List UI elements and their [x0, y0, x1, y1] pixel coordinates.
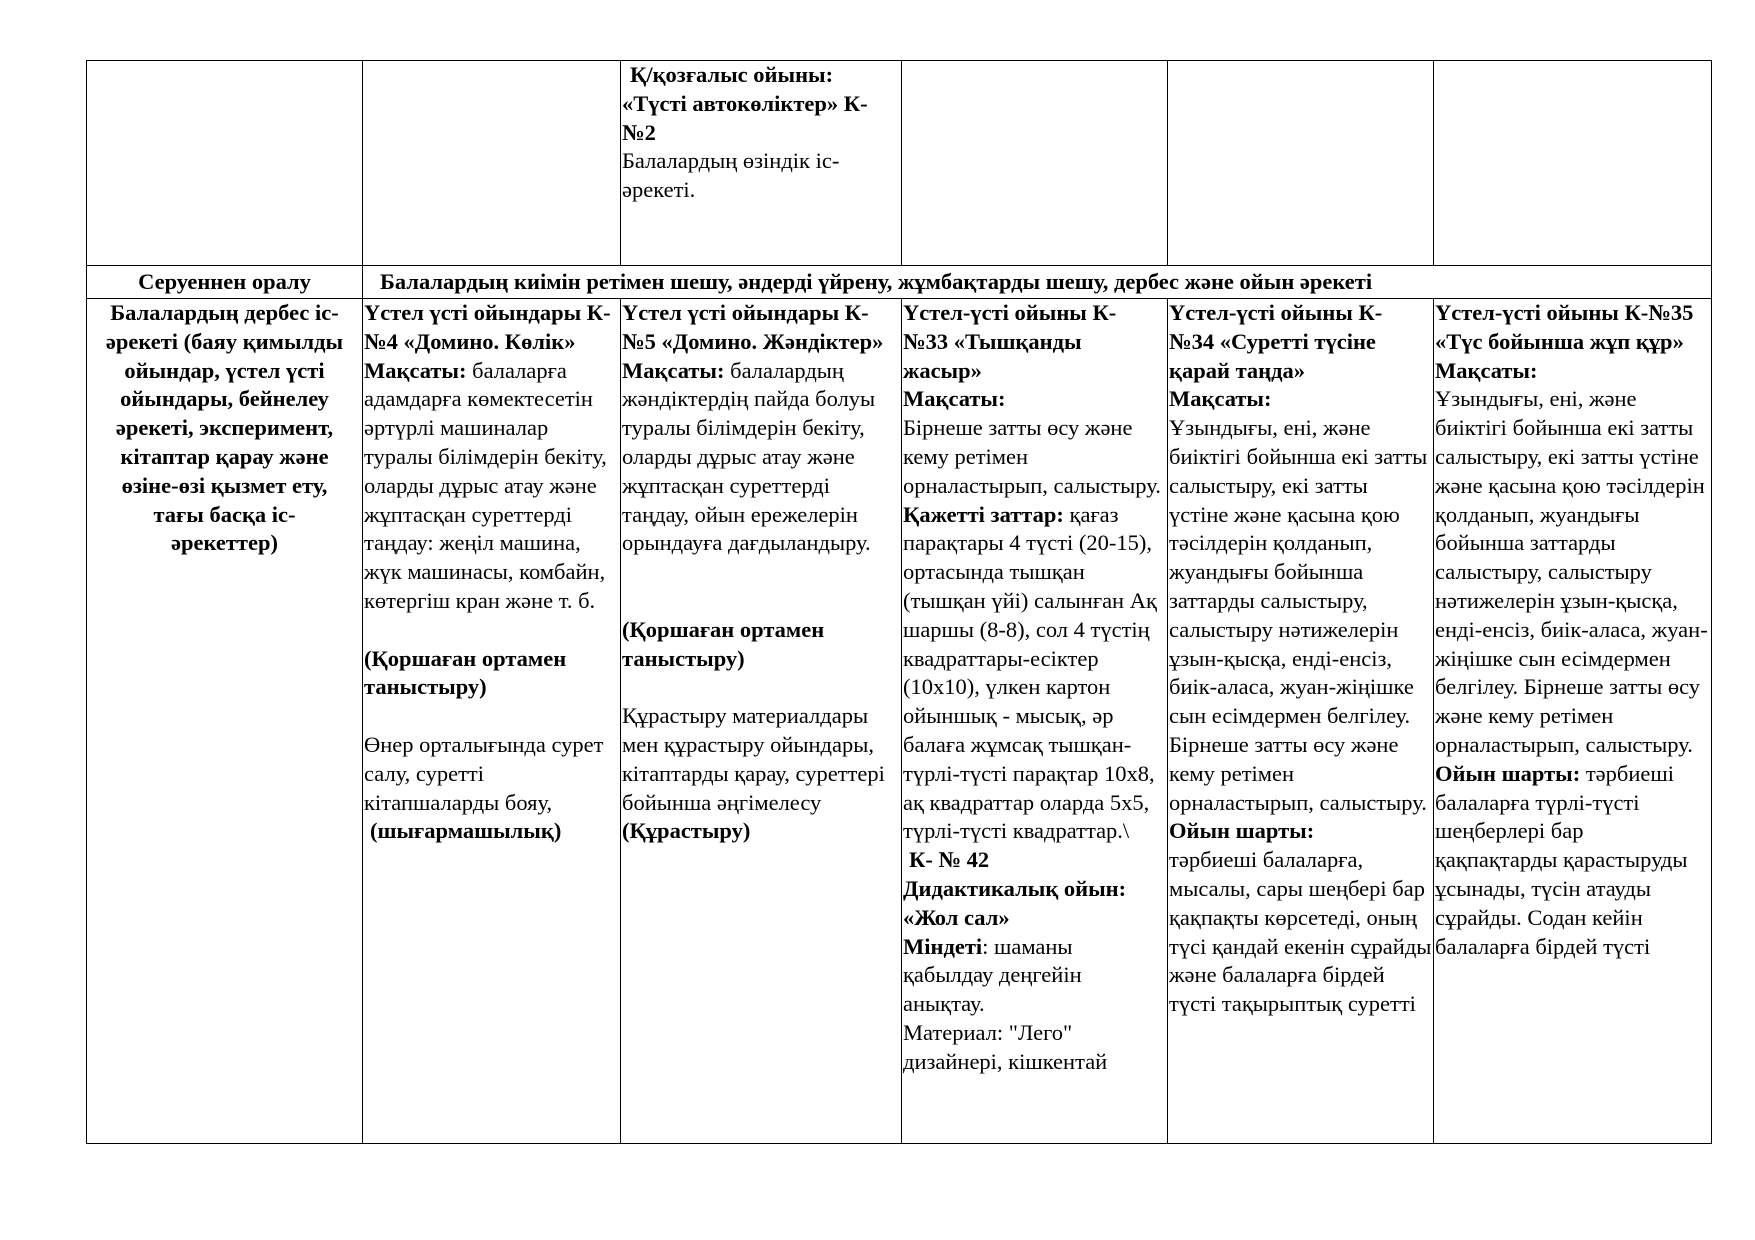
fri-title: Үстел-үсті ойыны К-№35 «Түс бойынша жұп құр»	[1435, 300, 1694, 354]
mon-art: Өнер орталығында сурет салу, суретті кітапшаларды бояу,	[364, 731, 604, 815]
cell-tuesday	[621, 299, 902, 1144]
cell-movement-game	[621, 61, 902, 266]
cell-thursday	[1168, 299, 1434, 1144]
schedule-table	[86, 60, 1712, 1144]
wed-goal: Бірнеше затты өсу және кему ретімен орналастырып, салыстыру.	[903, 415, 1161, 498]
wed-game2-title: Дидактикалық ойын: «Жол сал»	[903, 875, 1127, 930]
wed-task: : шаманы қабылдау деңгейін анықтау.	[903, 933, 1082, 1017]
fri-goal-label: Мақсаты:	[1435, 357, 1538, 383]
fri-rules: тәрбиеші балаларға түрлі-түсті шеңберлері бар қақпақтарды қарастыруды ұсынады, түсін атауды сұрайды. Содан кейін балаларға бірдей түсті	[1435, 760, 1688, 959]
activity-label: Балалардың дербес іс-әрекеті (баяу қимылды ойындар, үстел үсті ойындары, бейнелеу әрекеті, эксперимент, кітаптар қарау және өзіне-өзі қызмет ету, тағы басқа іс-әрекеттер)	[87, 299, 363, 1144]
wed-game2-no: К- № 42	[909, 847, 990, 873]
cell-wednesday	[902, 299, 1168, 1144]
cell-empty-4	[902, 61, 1168, 266]
mon-area2: (шығармашылық)	[370, 818, 562, 844]
fri-rules-label: Ойын шарты:	[1435, 760, 1581, 786]
thu-goal: Ұзындығы, ені, және биіктігі бойынша екі затты салыстыру, екі затты үстіне және қасына қою тәсілдерін қолданып, жуандығы бойынша заттарды салыстыру, салыстыру нәтижелерін ұзын-қысқа, енді-енсіз, биік-аласа, жуан-жіңішке сын есімдермен белгілеу. Бірнеше затты өсу және кему ретімен орналастырып, салыстыру.	[1169, 415, 1428, 815]
cell-empty-5	[1168, 61, 1434, 266]
wed-materials-label: Қажетті заттар:	[903, 501, 1064, 527]
mon-title: Үстел үсті ойындары К-№4 «Домино. Көлік»	[364, 300, 611, 354]
tue-goal-label: Мақсаты:	[622, 357, 725, 383]
thu-rules: тәрбиеші балаларға, мысалы, сары шеңбері бар қақпақты көрсетеді, оның түсі қандай екенін сұрайды және балаларға бірдей түсті тақырыптық суретті	[1169, 847, 1432, 1017]
wed-material-line: Материал: "Лего" дизайнері, кішкентай	[903, 1019, 1108, 1074]
thu-title: Үстел-үсті ойыны К- №34 «Суретті түсіне қарай таңда»	[1169, 300, 1383, 383]
cell-empty-6	[1434, 61, 1712, 266]
movement-game-name: «Түсті автокөліктер» К-№2	[622, 90, 868, 145]
thu-rules-label: Ойын шарты:	[1169, 818, 1315, 844]
fri-goal: Ұзындығы, ені, және биіктігі бойынша екі затты салыстыру, екі затты үстіне және қасына қою тәсілдерін қолданып, жуандығы бойынша заттарды салыстыру, салыстыру нәтижелерін ұзын-қысқа, енді-енсіз, биік-аласа, жуан-жіңішке сын есімдермен белгілеу. Бірнеше затты өсу және кему ретімен орналастырып, салыстыру.	[1435, 386, 1708, 757]
movement-game-title: Қ/қозғалыс ойыны:	[630, 62, 834, 87]
movement-game-text: Балалардың өзіндік іс-әрекеті.	[622, 148, 840, 203]
tue-build: Құрастыру материалдары мен құрастыру ойындары, кітаптарды қарау, суреттері бойынша әңгімелесу	[622, 703, 885, 815]
cell-empty-1	[87, 61, 363, 266]
wed-goal-label: Мақсаты:	[903, 386, 1006, 412]
wed-title: Үстел-үсті ойыны К- №33 «Тышқанды жасыр»	[903, 300, 1117, 383]
tue-area2: (Құрастыру)	[622, 818, 751, 844]
thu-goal-label: Мақсаты:	[1169, 386, 1272, 412]
tue-area1: (Қоршаған ортамен таныстыру)	[622, 616, 825, 671]
cell-monday	[363, 299, 621, 1144]
table-row-walk	[87, 266, 1712, 299]
table-row-activity	[87, 299, 1712, 1144]
cell-empty-2	[363, 61, 621, 266]
tue-title: Үстел үсті ойындары К-№5 «Домино. Жәндіктер»	[622, 300, 884, 354]
walk-label: Серуеннен оралу	[87, 266, 363, 299]
tue-goal: балалардың жәндіктердің пайда болуы туралы білімдерін бекіту, оларды дұрыс атау және жұптасқан суреттерді таңдау, ойын ережелерін орындауға дағдыландыру.	[622, 357, 876, 556]
mon-goal: балаларға адамдарға көмектесетін әртүрлі машиналар туралы білімдерін бекіту, оларды дұрыс атау және жұптасқан суреттерді таңдау: жеңіл машина, жүк машинасы, комбайн, көтергіш кран және т. б.	[364, 357, 607, 613]
cell-friday	[1434, 299, 1712, 1144]
mon-goal-label: Мақсаты:	[364, 357, 467, 383]
table-row-game	[87, 61, 1712, 266]
wed-materials: қағаз парақтары 4 түсті (20-15), ортасында тышқан (тышқан үйі) салынған Ақ шаршы (8-8), сол 4 түстің квадраттары-есіктер (10х10), үлкен картон ойыншық - мысық, әр балаға жұмсақ тышқан-түрлі-түсті парақтар 10х8, ақ квадраттар оларда 5х5, түрлі-түсті квадраттар.\	[903, 501, 1157, 844]
walk-text: Балалардың киімін ретімен шешу, әндерді үйрену, жұмбақтарды шешу, дербес және ойын әрекеті	[363, 266, 1712, 299]
mon-area1: (Қоршаған ортамен таныстыру)	[364, 645, 567, 700]
wed-task-label: Міндеті	[903, 933, 983, 959]
